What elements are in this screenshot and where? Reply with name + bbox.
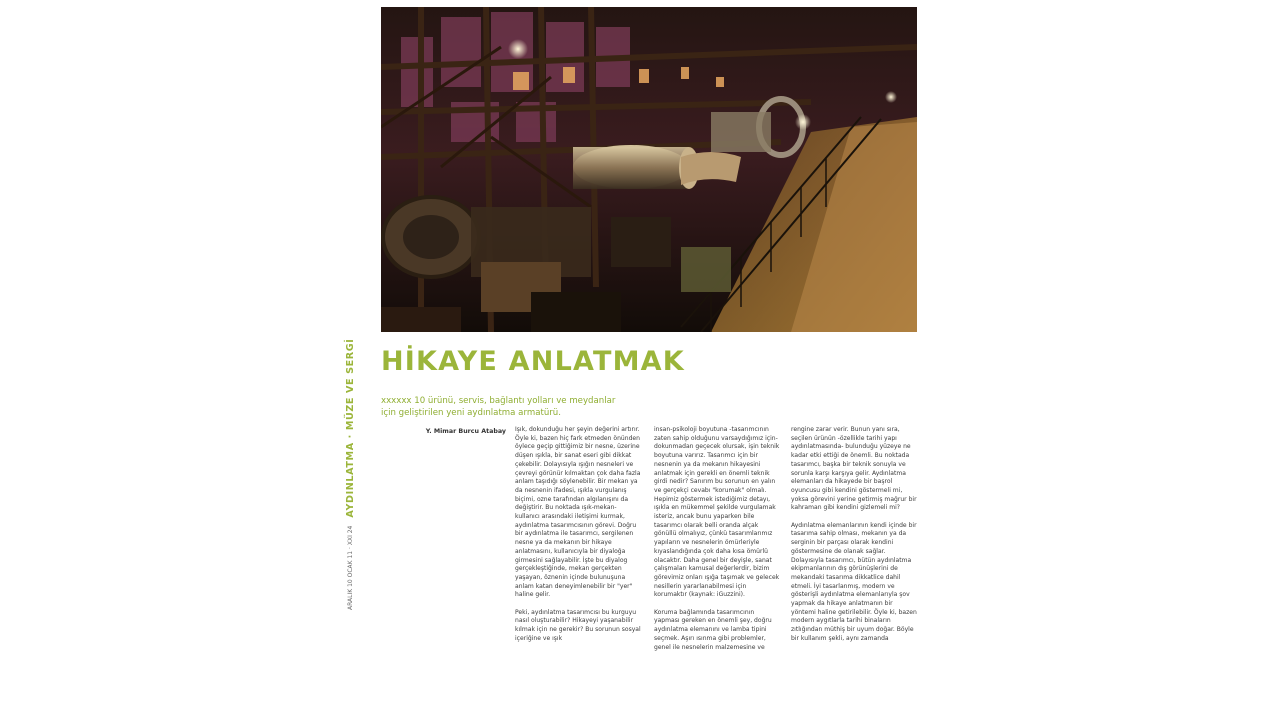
text-column-1 xyxy=(515,426,641,652)
paragraph: Koruma bağlamında tasarımcının yapması gereken en önemli şey, doğru aydınlatma elemanını ve lamba tipini seçmek. Aşırı ısınma gibi problemler, genel ile nesnelerin malzemesine ve xyxy=(654,608,772,651)
text-column-2 xyxy=(654,426,780,661)
paragraph: insan-psikoloji boyutuna -tasarımcının zaten sahip olduğunu varsaydığımız için- dokunmadan geçecek olursak, işin teknik boyutuna varırız. Tasarımcı için bir nesnenin ya da mekanın hikayesini anlatmak için gerekli en önemli teknik girdi nedir? Sanırım bu sorunun en yalın ve gerçekçi cevabı "korumak" olmalı. Hepimiz göstermek istediğimiz detayı, ışıkla en mükemmel şekilde vurgulamak isteriz, ancak bunu yaparken bile tasarımcı olarak belli oranda alçak gönüllü olmalıyız, çünkü tasarımlarımız yapıların ve nesnelerin ömürleriyle kıyaslandığında çok daha kısa ömürlü olacaktır. Daha genel bir deyişle, sanat çalışmaları kamusal değerlerdir, bizim görevimiz onları ışığa taşımak ve gelecek nesillerin yararlanabilmesi için korumaktır (kaynak: iGuzzini). xyxy=(654,426,780,599)
paragraph: Peki, aydınlatma tasarımcısı bu kurguyu nasıl oluşturabilir? Hikayeyi yaşanabilir kılmak için ne gerekir? Bu sorunun sosyal içeriğine ve ışık xyxy=(515,608,641,642)
article-subtitle: xxxxxx 10 ürünü, servis, bağlantı yolları ve meydanlar için geliştirilen yeni aydınlatma armatürü. xyxy=(381,396,616,418)
article-title: HİKAYE ANLATMAK xyxy=(381,346,685,377)
paragraph: Işık, dokunduğu her şeyin değerini artırır. Öyle ki, bazen hiç fark etmeden önünden öylece geçip gittiğimiz bir nesne, üzerine düşen ışıkla, bir sanat eseri gibi dikkat çekebilir. Dolayısıyla ışığın nesneleri ve çevreyi görünür kılmaktan çok daha fazla anlam taşıdığı söylenebilir. Bir mekan ya da nesnenin ifadesi, ışıkla vurgulanış biçimi, ozne tarafından algılanışını da değiştirir. Bu noktada ışık-mekan-kullanıcı arasındaki iletişimi kurmak, aydınlatma tasarımcısının görevi. Doğru bir aydınlatma ile tasarımcı, sergilenen nesne ya da mekanın bir hikaye anlatmasını, kullanıcıyla bir diyaloğa girmesini sağlayabilir. İşte bu diyalog gerçekleştiğinde, mekan gerçekten yaşayan, öznenin içinde bulunuşuna anlam katan deneyimlenebilir bir "yer" haline gelir. xyxy=(515,426,641,599)
article-author: Y. Mimar Burcu Atabay xyxy=(425,428,506,435)
issue-info: ARALIK 10 OCAK 11 · XXI 24 xyxy=(346,525,354,610)
section-name: AYDINLATMA · MÜZE VE SERGİ xyxy=(344,338,356,518)
article-photo xyxy=(381,7,917,332)
section-sidebar xyxy=(339,300,361,610)
text-column-3 xyxy=(791,426,917,652)
paragraph: Aydınlatma elemanlarının kendi içinde bir tasarıma sahip olması, mekanın ya da serginin bir parçası olarak kendini göstermesine de olanak sağlar. Dolayısıyla tasarımcı, bütün aydınlatma ekipmanlarının dış görünüşlerini de mekandaki tasarıma dikkatlice dahil etmeli. İyi tasarlanmış, modern ve gösterişli aydınlatma elemanlarıyla şov yapmak da hikaye anlatmanın bir yöntemi haline getirilebilir. Öyle ki, bazen modern aygıtlarla tarihi binaların zıtlığından müthiş bir uyum doğar. Böyle bir kullanım şekli, aynı zamanda xyxy=(791,521,917,642)
paragraph: rengine zarar verir. Bunun yanı sıra, seçilen ürünün -özellikle tarihi yapı aydınlatmasında- bulunduğu yüzeye ne kadar etki ettiği de önemli. Bu noktada tasarımcı, başka bir teknik sonuyla ve sorunla karşı karşıya gelir. Aydınlatma elemanları da hikayede bir başrol oyuncusu gibi kendini göstermeli mi, yoksa görevini yerine getirmiş mağrur bir kahraman gibi kendini gizlemeli mi? xyxy=(791,426,917,512)
